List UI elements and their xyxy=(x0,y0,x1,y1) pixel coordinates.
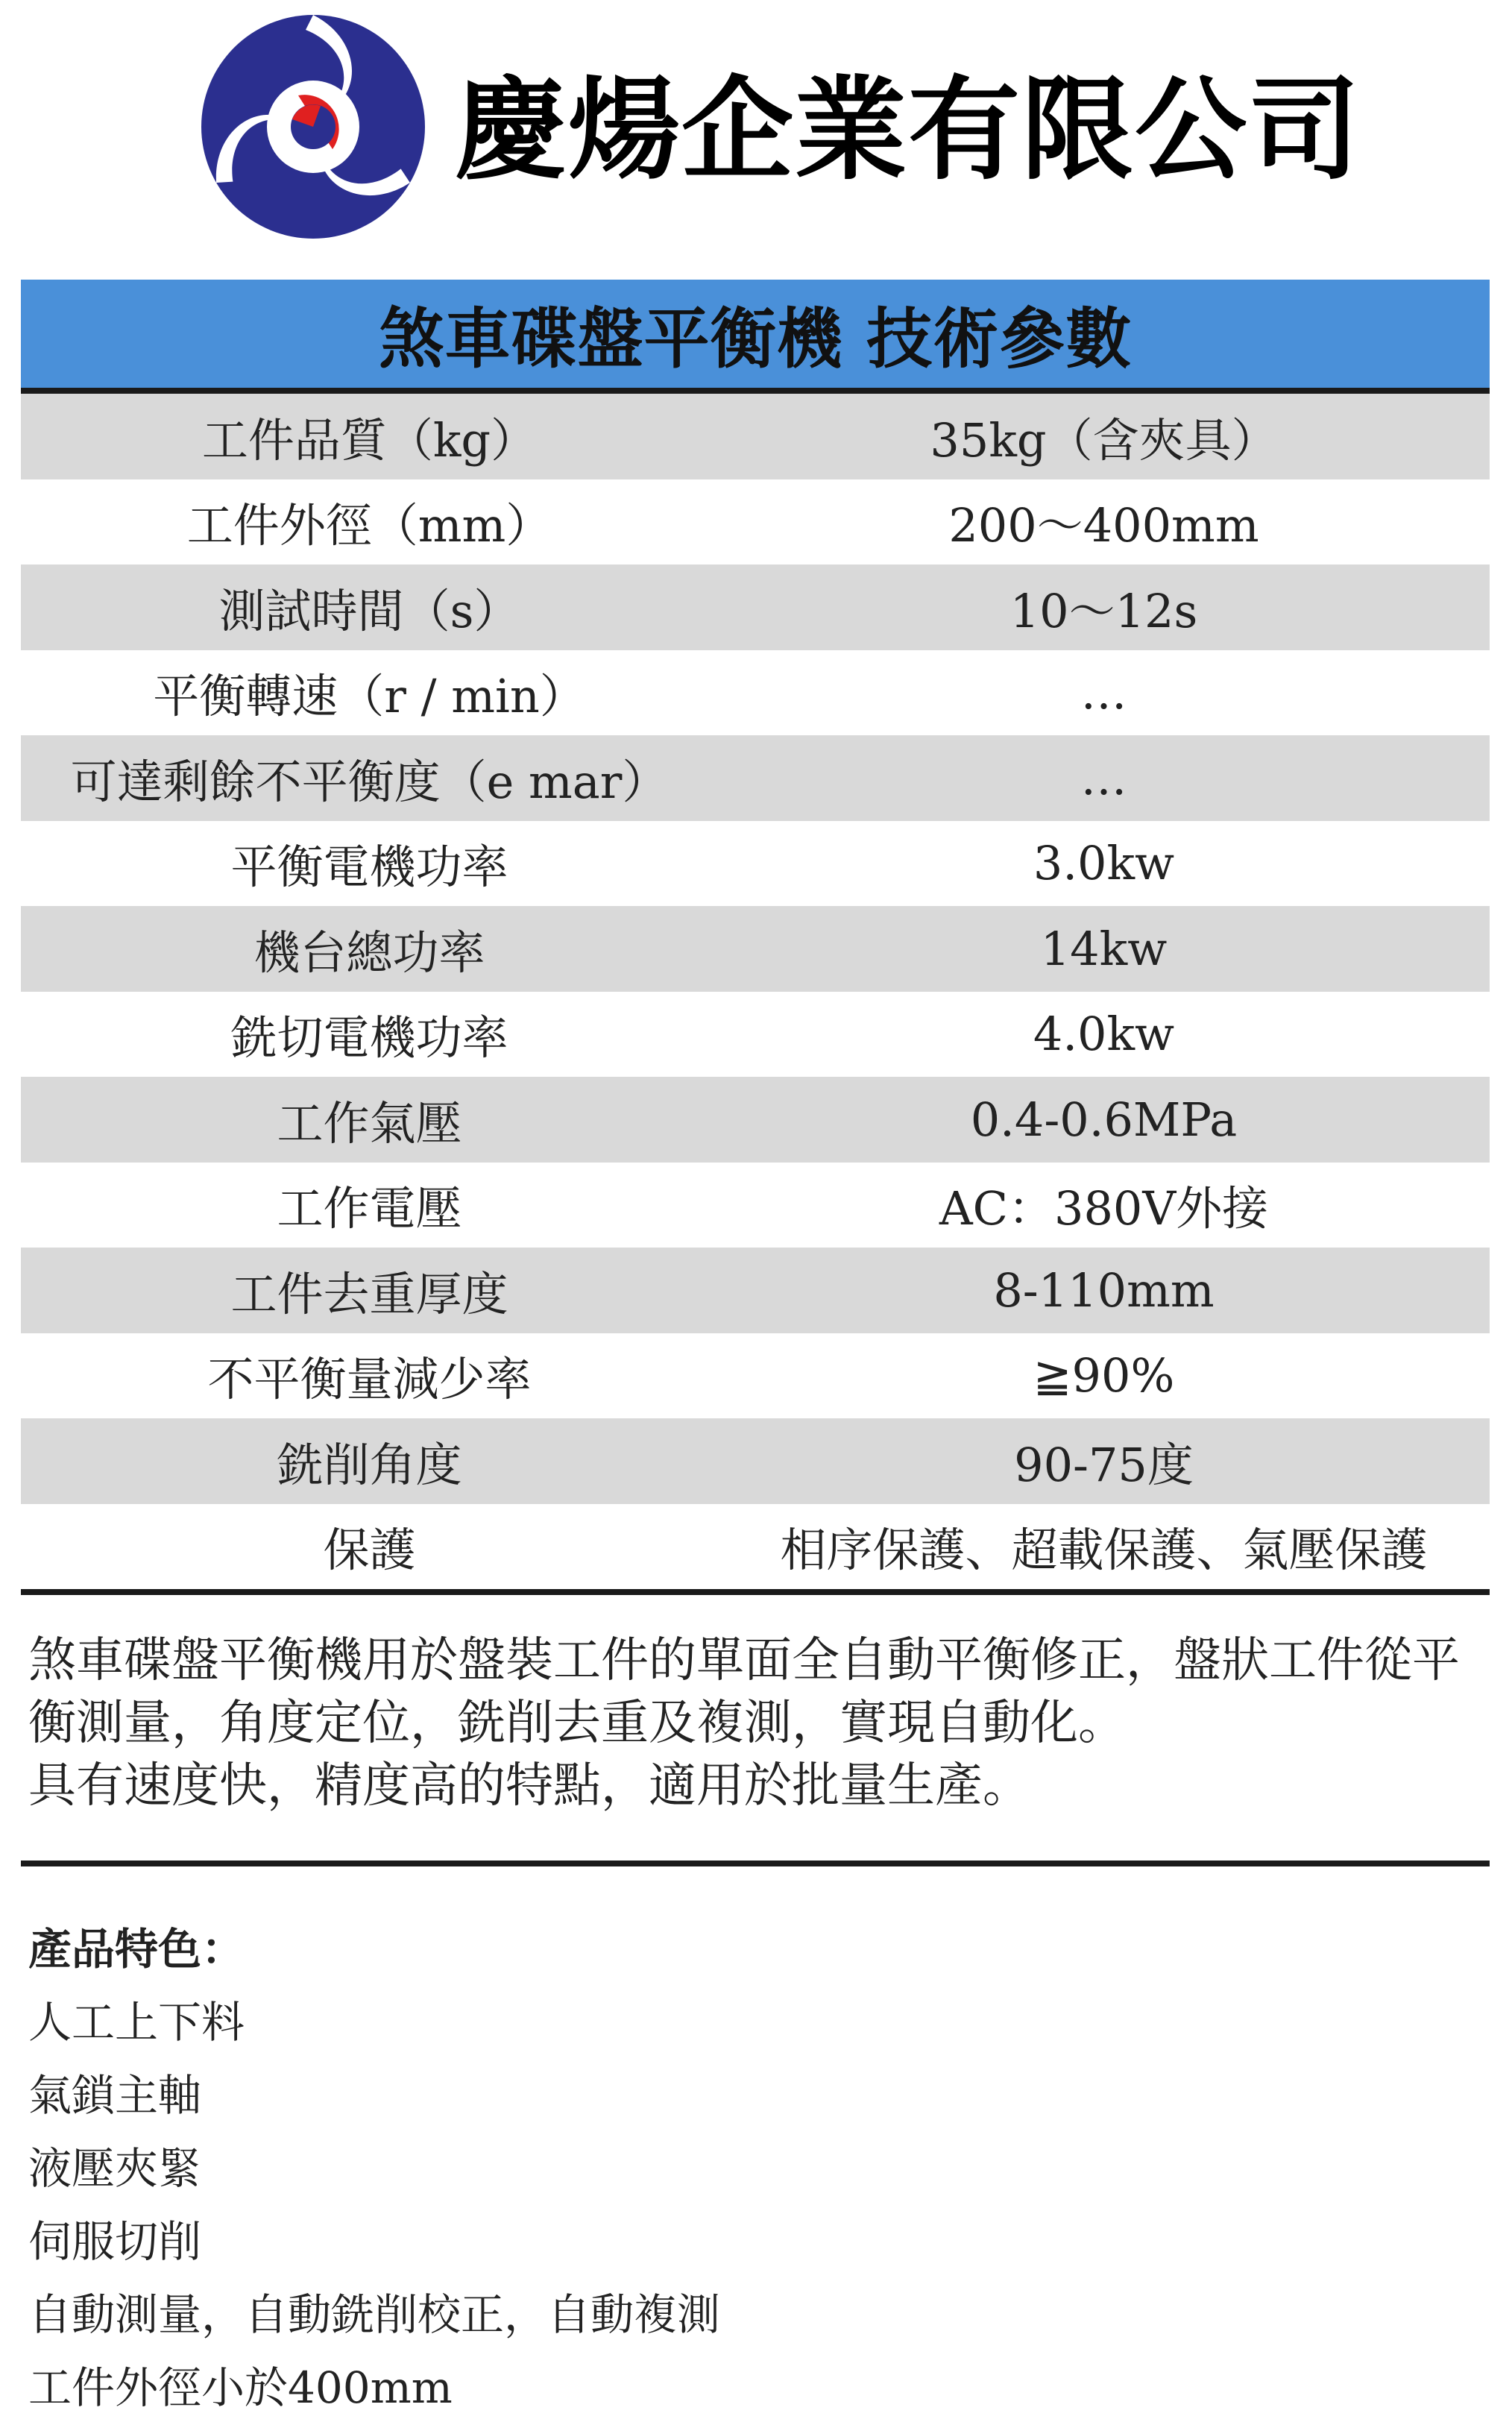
description-line: 衡測量，角度定位，銑削去重及複測，實現自動化。 xyxy=(28,1696,1126,1751)
list-item: 氣鎖主軸 xyxy=(28,2070,202,2121)
table-row xyxy=(21,479,1490,565)
spec-value: 0.4-0.6MPa xyxy=(970,1092,1238,1147)
features-title: 產品特色： xyxy=(28,1924,245,1975)
spec-table xyxy=(21,280,1490,1595)
spec-label: 機台總功率 xyxy=(253,925,485,980)
spec-label: 銑切電機功率 xyxy=(230,1010,508,1066)
table-bottom-rule xyxy=(21,1589,1490,1595)
table-row xyxy=(21,1418,1490,1504)
spec-value: 14kw xyxy=(1040,921,1168,976)
table-row xyxy=(21,650,1490,736)
spec-value: 8-110mm xyxy=(993,1262,1215,1318)
table-row xyxy=(21,564,1490,650)
table-row xyxy=(21,1248,1490,1333)
spec-value: 3.0kw xyxy=(1033,836,1175,891)
table-row xyxy=(21,1504,1490,1590)
spec-label: 工件品質（kg） xyxy=(201,412,538,468)
list-item: 液壓夾緊 xyxy=(28,2143,202,2194)
header xyxy=(0,0,1512,276)
table-title: 煞車碟盤平衡機 技術參數 xyxy=(21,280,1490,394)
table-row xyxy=(21,1163,1490,1248)
spec-value: AC：380V外接 xyxy=(939,1181,1269,1236)
spec-label: 工件去重厚度 xyxy=(230,1266,508,1321)
spec-value: ≧90% xyxy=(1033,1348,1175,1403)
spec-value: 35kg（含夾具） xyxy=(930,412,1278,468)
spec-label: 測試時間（s） xyxy=(218,583,520,638)
spec-value: 4.0kw xyxy=(1033,1007,1175,1062)
table-row xyxy=(21,906,1490,992)
spec-label: 工件外徑（mm） xyxy=(186,498,552,553)
spec-label: 不平衡量減少率 xyxy=(207,1352,532,1407)
list-item: 人工上下料 xyxy=(28,1997,245,2048)
spec-value: 200～400mm xyxy=(948,498,1259,553)
table-row xyxy=(21,992,1490,1078)
spec-label: 銑削角度 xyxy=(277,1437,462,1492)
description-line: 具有速度快，精度高的特點，適用於批量生產。 xyxy=(28,1758,1030,1814)
spec-value: … xyxy=(1080,750,1127,805)
list-item: 工件外徑小於400mm xyxy=(28,2362,453,2413)
features-section xyxy=(28,1913,1490,2424)
table-row xyxy=(21,1077,1490,1163)
table-row xyxy=(21,1333,1490,1419)
section-divider xyxy=(21,1861,1490,1866)
list-item: 自動測量，自動銑削校正，自動複測 xyxy=(28,2289,721,2340)
list-item: 伺服切削 xyxy=(28,2216,202,2267)
table-row xyxy=(21,735,1490,821)
product-description xyxy=(28,1629,1490,1817)
features-list xyxy=(28,1986,1490,2424)
table-row xyxy=(21,821,1490,907)
spec-value: 90-75度 xyxy=(1014,1437,1194,1492)
description-line: 煞車碟盤平衡機用於盤裝工件的單面全自動平衡修正，盤狀工件從平 xyxy=(28,1633,1460,1688)
spec-label: 保護 xyxy=(323,1523,416,1578)
spec-label: 平衡電機功率 xyxy=(230,840,508,895)
table-row xyxy=(21,394,1490,479)
spec-value: 相序保護、超載保護、氣壓保護 xyxy=(780,1523,1428,1578)
spec-label: 工作氣壓 xyxy=(277,1095,462,1151)
spec-label: 平衡轉速（r / min） xyxy=(153,669,586,724)
spec-value: 10～12s xyxy=(1009,583,1198,638)
company-name: 慶煬企業有限公司 xyxy=(455,66,1362,195)
spec-label: 可達剩餘不平衡度（e mar） xyxy=(70,754,669,809)
spec-label: 工作電壓 xyxy=(277,1181,462,1236)
tri-swirl-logo-icon xyxy=(186,0,440,254)
spec-value: … xyxy=(1080,665,1127,720)
